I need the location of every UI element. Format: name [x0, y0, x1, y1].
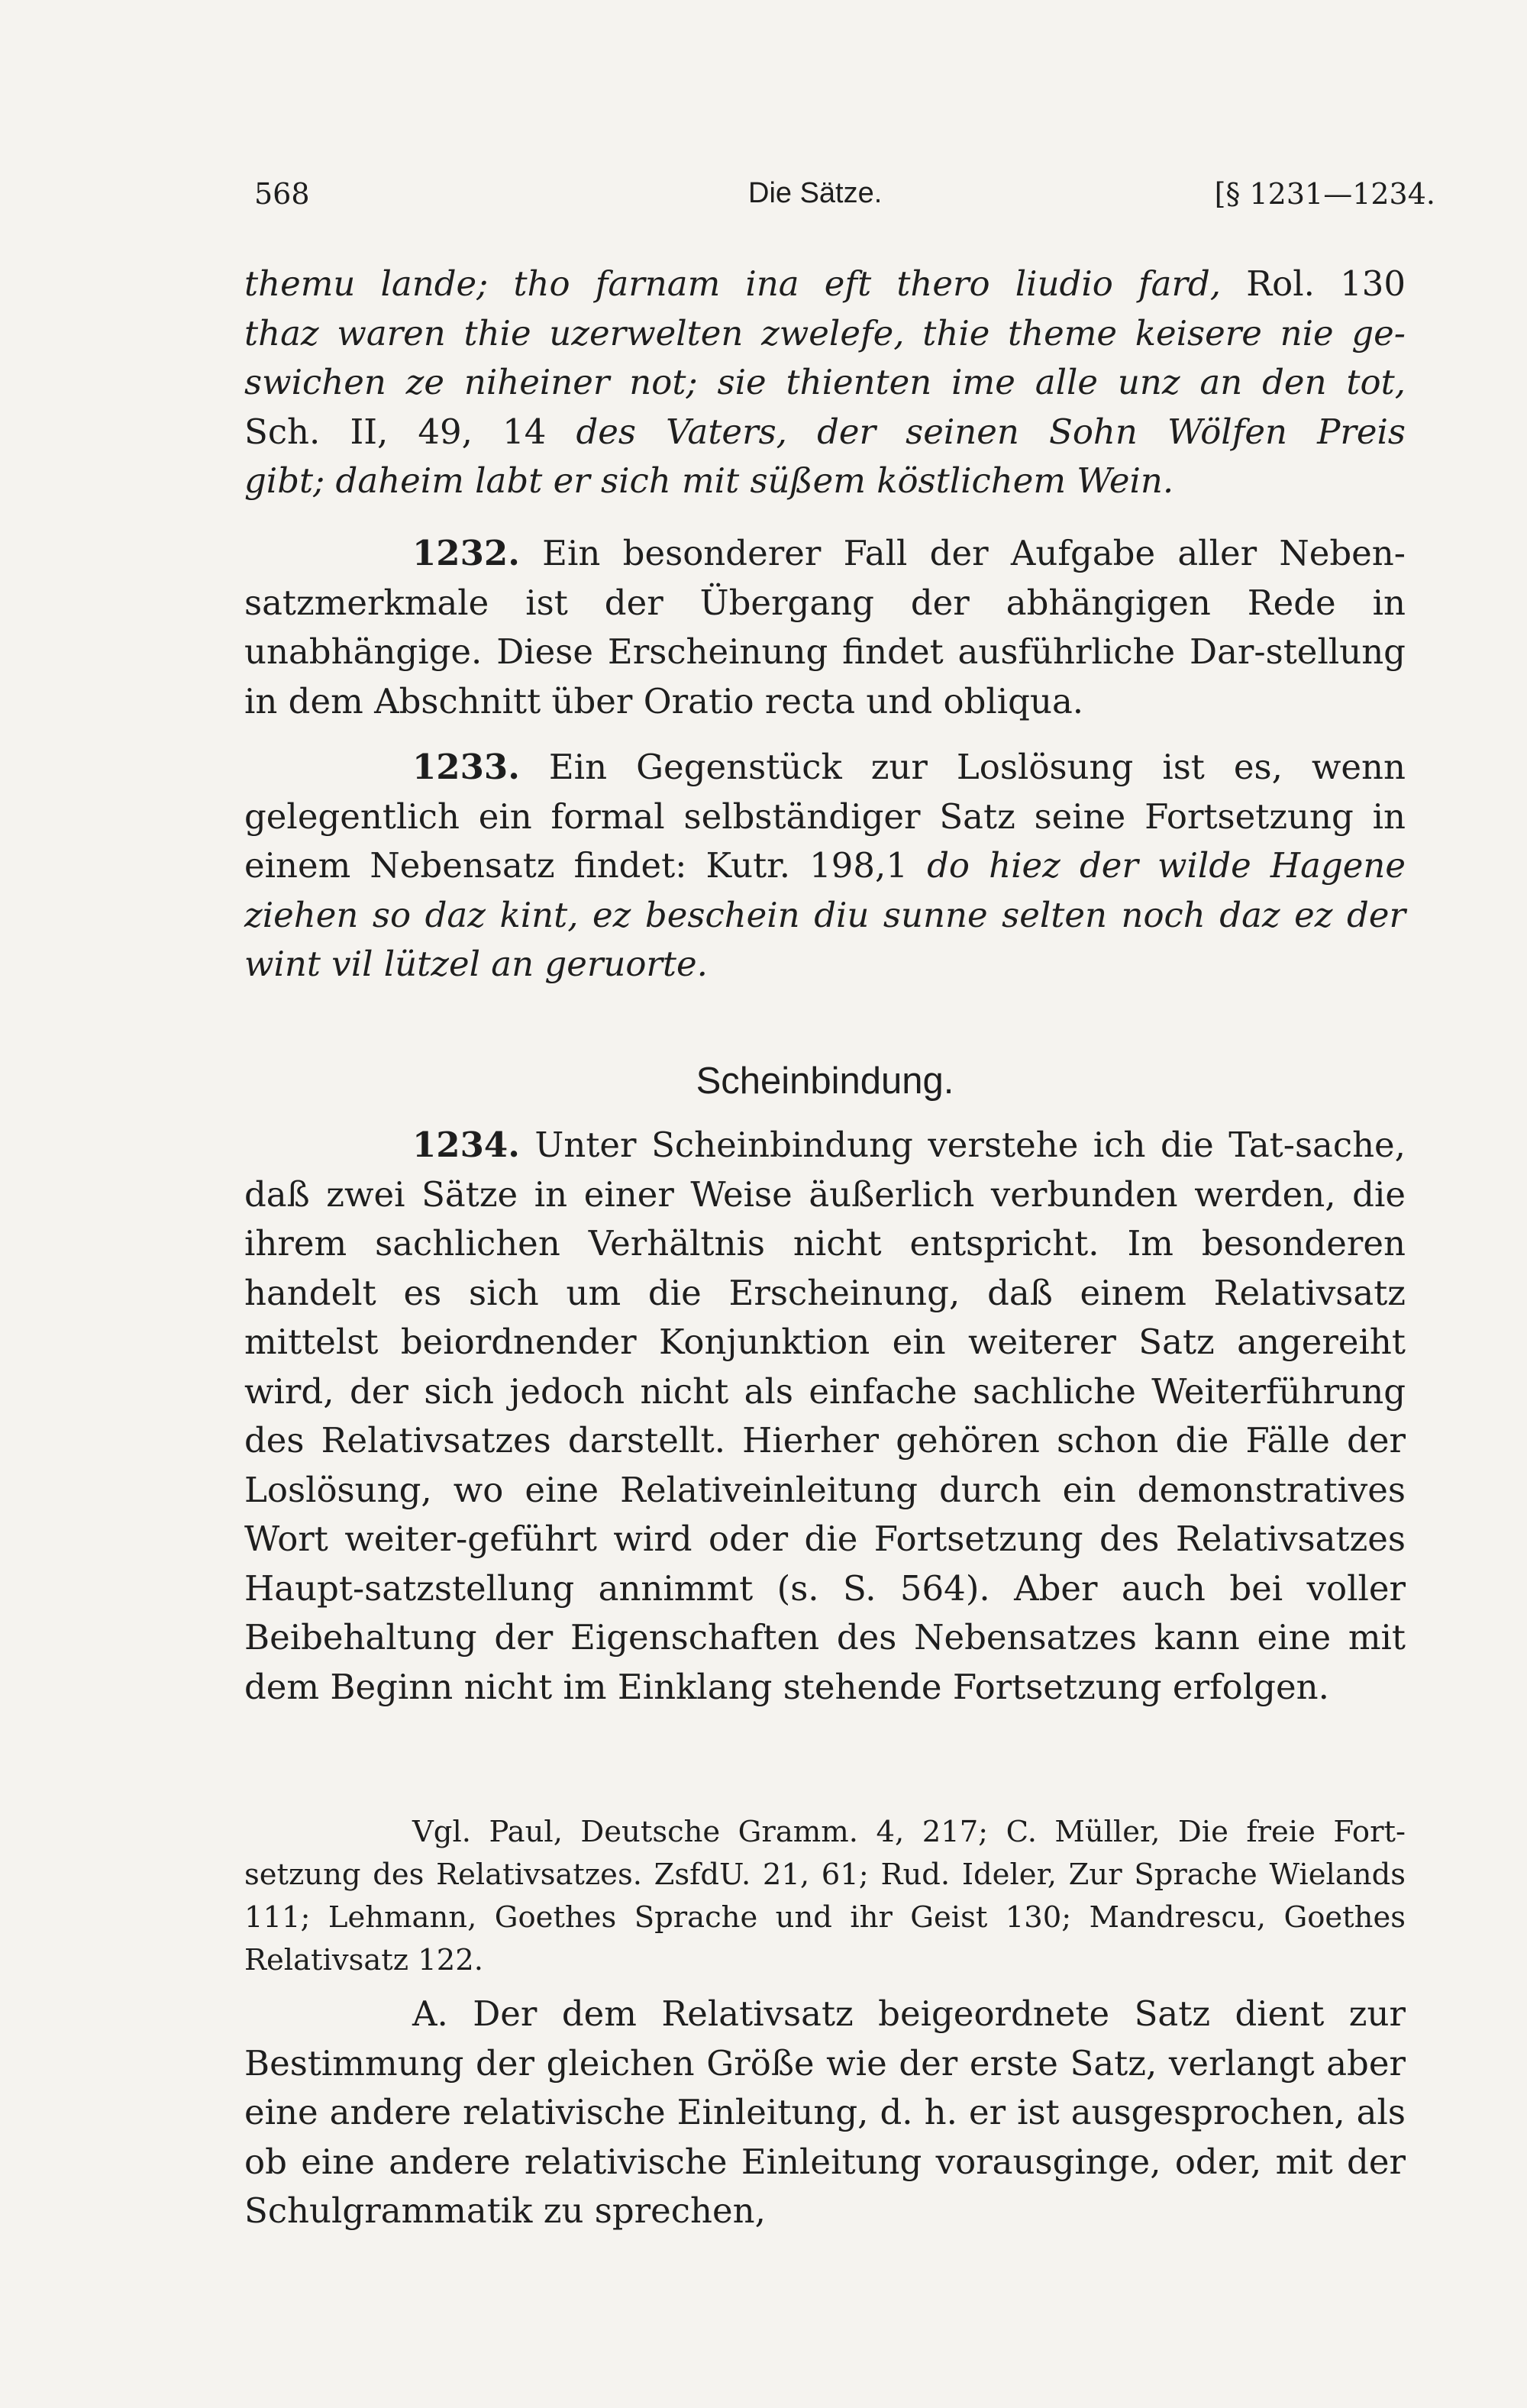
quote-line: thaz waren thie uzerwelten zwelefe, thie theme keisere nie ge-: [244, 312, 1406, 353]
section-text: Unter Scheinbindung verstehe ich die Tat-sache, daß zwei Sätze in einer Weise äußerlich verbunden werden, die ihrem sachlichen Verhältnis nicht entspricht. Im besonderen handelt es sich um die Erscheinung, daß einem Relativsatz mittelst beiordnender Konjunktion ein weiterer Satz angereiht wird, der sich jedoch nicht als einfache sachliche Weiterführung des Relativsatzes darstellt. Hierher gehören schon die Fälle der Loslösung, wo eine Relativeinleitung durch ein demonstratives Wort weiter-geführt wird oder die Fortsetzung des Relativsatzes Haupt-satzstellung annimmt (s. S. 564). Aber auch bei voller Beibehaltung der Eigenschaften des Nebensatzes kann eine mit dem Beginn nicht im Einklang stehende Fortsetzung erfolgen.: [244, 1125, 1406, 1707]
references: Vgl. Paul, Deutsche Gramm. 4, 217; C. Müller, Die freie Fort-setzung des Relativsatzes. ZsfdU. 21, 61; Rud. Ideler, Zur Sprache Wielands 111; Lehmann, Goethes Sprache und ihr Geist 130; Mandrescu, Goethes Relativsatz 122.: [244, 1815, 1406, 1977]
quote-block: [244, 260, 1406, 506]
section-number: 1234.: [412, 1125, 520, 1165]
section-number: 1233.: [412, 747, 520, 787]
quote-line: Sch. II, 49, 14 des Vaters, der seinen Sohn Wölfen Preis: [244, 411, 1406, 452]
section-number: 1232.: [412, 533, 520, 573]
page-header: [254, 177, 1435, 223]
section-text: Ein besonderer Fall der Aufgabe aller Neben-satzmerkmale ist der Übergang der abhängigen Rede in unabhängige. Diese Erscheinung findet ausführliche Dar-stellung in dem Abschnitt über Oratio recta und obliqua.: [244, 533, 1406, 721]
section-1234: [244, 1121, 1406, 1712]
running-title: Die Sätze.: [748, 177, 883, 209]
quote-line: gibt; daheim labt er sich mit süßem köstlichem Wein.: [244, 460, 1174, 501]
quote-line: swichen ze niheiner not; sie thienten ime alle unz an den tot,: [244, 362, 1406, 402]
paragraph-a: A. Der dem Relativsatz beigeordnete Satz dient zur Bestimmung der gleichen Größe wie der erste Satz, verlangt aber eine andere relativische Einleitung, d. h. er ist ausgesprochen, als ob eine andere relativische Einleitung vorausginge, oder, mit der Schulgrammatik zu sprechen,: [244, 1993, 1406, 2231]
quote-line: themu lande; tho farnam ina eft thero liudio fard, Rol. 130: [244, 263, 1406, 304]
section-1233: [244, 743, 1406, 989]
section-heading: Scheinbindung.: [696, 1060, 954, 1102]
section-range: [§ 1231—1234.: [1214, 177, 1435, 211]
page-number: 568: [254, 177, 310, 211]
section-text: Ein Gegenstück zur Loslösung ist es, wenn gelegentlich ein formal selbständiger Satz seine Fortsetzung in einem Nebensatz findet: Kutr. 198,1: [244, 747, 1406, 886]
section-1232: [244, 529, 1406, 726]
section-quote: do hiez der wilde Hagene ziehen so daz kint, ez beschein diu sunne selten noch daz ez der wint vil lützel an geruorte.: [244, 845, 1406, 984]
